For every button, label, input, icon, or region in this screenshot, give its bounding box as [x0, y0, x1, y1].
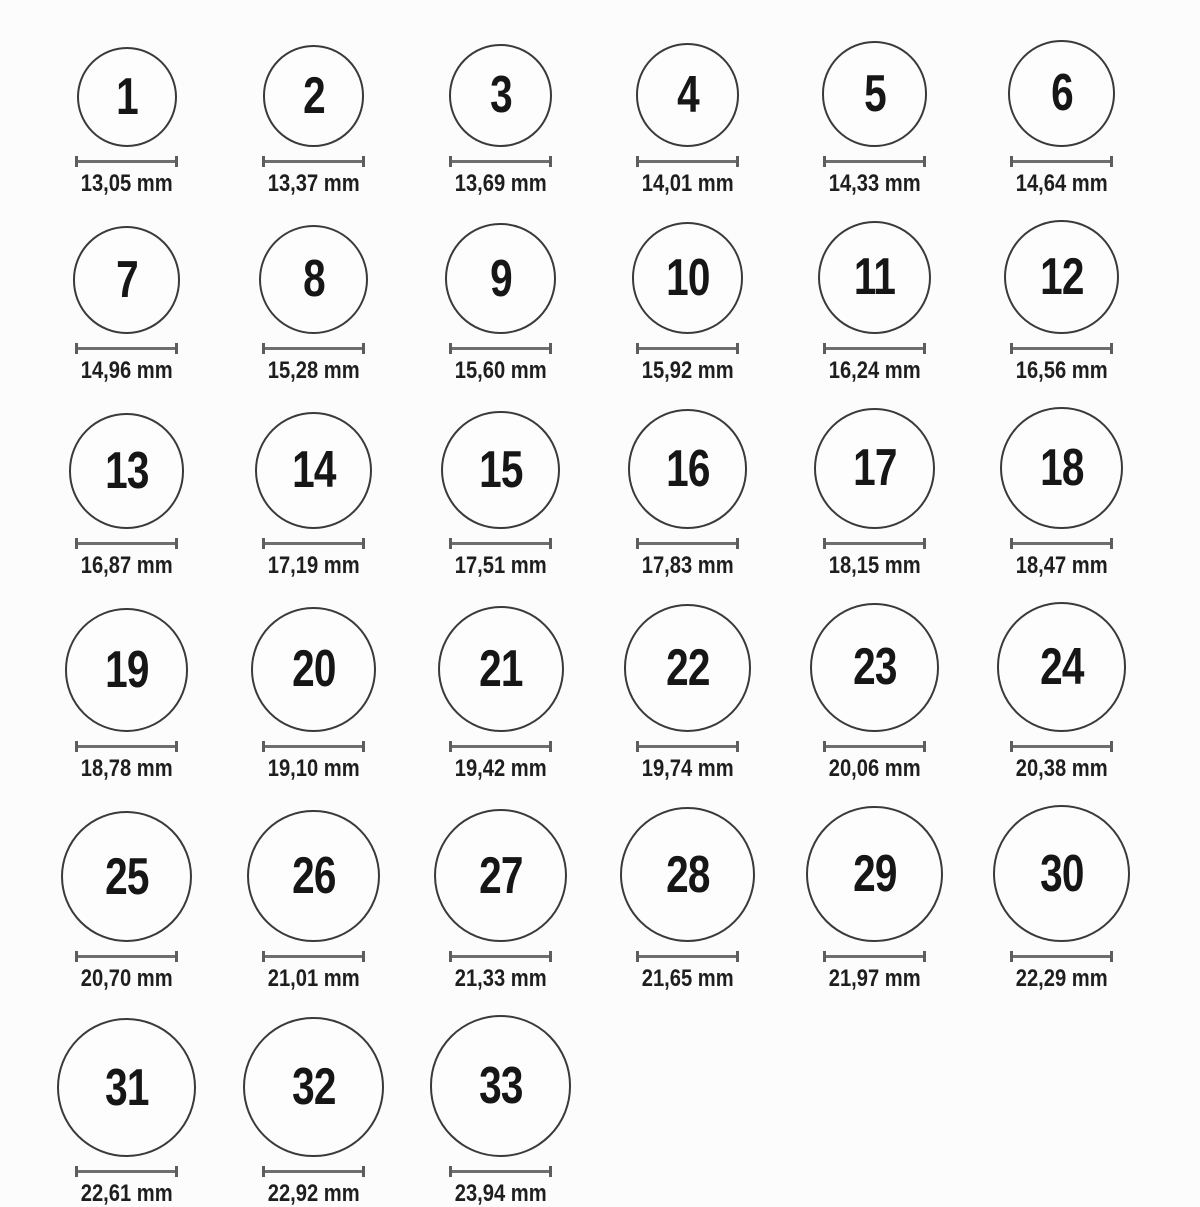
size-number: 33	[478, 1057, 523, 1116]
diameter-line-bar	[452, 347, 549, 350]
diameter-line-bar	[826, 955, 923, 958]
size-circle	[636, 43, 740, 147]
diameter-label: 15,28 mm	[267, 356, 360, 384]
diameter-line-bar	[1013, 347, 1110, 350]
diameter-line-bar	[78, 542, 175, 545]
ring-size-row	[33, 602, 1200, 781]
size-circle	[73, 226, 181, 334]
size-circle	[624, 604, 751, 731]
diameter-line	[1010, 538, 1113, 549]
ring-size-item	[33, 811, 220, 991]
ring-size-row	[33, 805, 1200, 992]
size-number: 29	[852, 845, 897, 904]
diameter-line	[75, 156, 178, 167]
diameter-label: 19,74 mm	[641, 754, 734, 782]
diameter-line	[823, 156, 926, 167]
diameter-label: 14,64 mm	[1015, 169, 1108, 197]
size-number: 7	[115, 250, 138, 309]
size-circle	[255, 412, 372, 529]
size-circle	[810, 603, 939, 732]
diameter-line	[262, 156, 365, 167]
size-number: 2	[302, 66, 325, 125]
size-number: 26	[291, 847, 336, 906]
diameter-line-bar	[1013, 745, 1110, 748]
diameter-line	[75, 1166, 178, 1177]
size-circle	[247, 810, 380, 943]
diameter-line	[1010, 951, 1113, 962]
diameter-line-bar	[639, 542, 736, 545]
ring-size-item	[594, 409, 781, 578]
ring-size-item	[33, 1018, 220, 1206]
diameter-line-bar	[639, 955, 736, 958]
diameter-label: 14,01 mm	[641, 169, 734, 197]
size-circle	[57, 1018, 196, 1157]
diameter-line-bar	[265, 745, 362, 748]
diameter-label: 20,38 mm	[1015, 754, 1108, 782]
size-number: 17	[852, 439, 897, 498]
size-number: 4	[676, 65, 699, 124]
diameter-line	[636, 156, 739, 167]
diameter-line	[449, 156, 552, 167]
diameter-label: 20,70 mm	[80, 965, 173, 993]
diameter-line	[823, 343, 926, 354]
size-circle	[61, 811, 192, 942]
size-number: 19	[104, 641, 149, 700]
ring-size-row	[33, 40, 1200, 196]
size-circle	[259, 225, 368, 334]
size-circle	[438, 606, 564, 732]
diameter-line-bar	[452, 160, 549, 163]
diameter-line-bar	[1013, 542, 1110, 545]
diameter-label: 15,92 mm	[641, 356, 734, 384]
diameter-label: 13,05 mm	[80, 169, 173, 197]
size-circle	[620, 807, 755, 942]
diameter-line-bar	[452, 745, 549, 748]
size-circle	[445, 223, 555, 333]
diameter-line	[1010, 741, 1113, 752]
ring-size-item	[594, 604, 781, 780]
ring-size-item	[220, 1017, 407, 1206]
diameter-label: 17,19 mm	[267, 551, 360, 579]
diameter-line-bar	[1013, 955, 1110, 958]
ring-size-item	[33, 226, 220, 383]
size-circle	[441, 411, 559, 529]
size-circle	[1008, 40, 1115, 147]
diameter-label: 14,33 mm	[828, 169, 921, 197]
diameter-line-bar	[265, 542, 362, 545]
size-number: 1	[115, 67, 138, 126]
diameter-line-bar	[78, 347, 175, 350]
diameter-line-bar	[452, 542, 549, 545]
ring-size-item	[220, 225, 407, 383]
diameter-line	[75, 951, 178, 962]
diameter-line	[636, 951, 739, 962]
size-circle	[818, 221, 931, 334]
ring-size-item	[968, 220, 1155, 383]
size-number: 6	[1050, 64, 1073, 123]
ring-size-item	[781, 806, 968, 991]
diameter-line-bar	[826, 347, 923, 350]
diameter-label: 16,87 mm	[80, 551, 173, 579]
ring-size-item	[407, 809, 594, 992]
diameter-line	[262, 951, 365, 962]
size-number: 30	[1039, 844, 1084, 903]
diameter-line-bar	[78, 955, 175, 958]
diameter-label: 22,92 mm	[267, 1180, 360, 1207]
size-circle	[1004, 220, 1118, 334]
diameter-label: 18,47 mm	[1015, 551, 1108, 579]
diameter-line-bar	[639, 347, 736, 350]
diameter-label: 21,97 mm	[828, 965, 921, 993]
ring-size-item	[594, 43, 781, 196]
size-circle	[993, 805, 1131, 943]
diameter-line-bar	[78, 745, 175, 748]
size-circle	[628, 409, 748, 529]
diameter-line	[75, 343, 178, 354]
diameter-line	[449, 538, 552, 549]
diameter-line-bar	[826, 542, 923, 545]
diameter-label: 22,29 mm	[1015, 965, 1108, 993]
size-number: 11	[853, 248, 896, 307]
diameter-line	[262, 343, 365, 354]
diameter-line-bar	[265, 1170, 362, 1173]
diameter-line	[262, 1166, 365, 1177]
size-number: 5	[863, 64, 886, 123]
diameter-line-bar	[265, 160, 362, 163]
size-number: 25	[104, 847, 149, 906]
diameter-label: 15,60 mm	[454, 356, 547, 384]
size-circle	[243, 1017, 383, 1157]
diameter-line	[823, 741, 926, 752]
size-circle	[806, 806, 942, 942]
ring-size-item	[33, 47, 220, 196]
diameter-line	[449, 741, 552, 752]
size-circle	[632, 222, 744, 334]
size-number: 12	[1039, 247, 1084, 306]
size-circle	[1000, 407, 1122, 529]
ring-size-item	[594, 807, 781, 991]
size-number: 16	[665, 440, 710, 499]
diameter-line-bar	[452, 955, 549, 958]
ring-size-row	[33, 220, 1200, 383]
diameter-label: 21,33 mm	[454, 965, 547, 993]
diameter-label: 16,24 mm	[828, 356, 921, 384]
size-number: 31	[104, 1058, 149, 1117]
diameter-line	[75, 741, 178, 752]
ring-size-item	[407, 411, 594, 578]
diameter-label: 21,01 mm	[267, 965, 360, 993]
diameter-label: 17,83 mm	[641, 551, 734, 579]
size-number: 9	[489, 249, 512, 308]
diameter-line	[823, 538, 926, 549]
size-number: 23	[852, 638, 897, 697]
diameter-label: 20,06 mm	[828, 754, 921, 782]
size-circle	[65, 608, 188, 731]
ring-size-item	[968, 805, 1155, 992]
size-number: 18	[1039, 438, 1084, 497]
ring-size-item	[220, 412, 407, 578]
diameter-line-bar	[265, 347, 362, 350]
ring-size-item	[781, 221, 968, 383]
ring-size-item	[781, 603, 968, 781]
diameter-label: 17,51 mm	[454, 551, 547, 579]
ring-size-item	[407, 606, 594, 781]
diameter-label: 18,78 mm	[80, 754, 173, 782]
diameter-line	[449, 1166, 552, 1177]
ring-size-item	[220, 607, 407, 781]
size-number: 14	[291, 441, 336, 500]
size-number: 20	[291, 640, 336, 699]
diameter-line-bar	[265, 955, 362, 958]
diameter-line-bar	[639, 745, 736, 748]
size-number: 21	[478, 639, 523, 698]
size-circle	[434, 809, 568, 943]
size-circle	[263, 45, 364, 146]
ring-size-item	[968, 602, 1155, 781]
diameter-label: 13,37 mm	[267, 169, 360, 197]
ring-size-item	[407, 223, 594, 382]
size-circle	[997, 602, 1127, 732]
size-number: 24	[1039, 637, 1084, 696]
diameter-label: 22,61 mm	[80, 1180, 173, 1207]
diameter-line-bar	[826, 160, 923, 163]
size-circle	[77, 47, 177, 147]
diameter-label: 19,10 mm	[267, 754, 360, 782]
ring-size-item	[407, 44, 594, 196]
size-number: 10	[665, 248, 710, 307]
size-number: 22	[665, 639, 710, 698]
size-number: 13	[104, 442, 149, 501]
diameter-line	[1010, 156, 1113, 167]
size-number: 28	[665, 845, 710, 904]
diameter-line	[1010, 343, 1113, 354]
ring-size-item	[968, 40, 1155, 196]
diameter-line	[636, 741, 739, 752]
ring-size-item	[968, 407, 1155, 578]
size-circle	[814, 408, 935, 529]
diameter-label: 13,69 mm	[454, 169, 547, 197]
diameter-line-bar	[78, 1170, 175, 1173]
diameter-line-bar	[78, 160, 175, 163]
diameter-label: 16,56 mm	[1015, 356, 1108, 384]
diameter-line	[75, 538, 178, 549]
ring-size-item	[407, 1015, 594, 1206]
ring-size-item	[220, 45, 407, 195]
size-circle	[430, 1015, 572, 1157]
diameter-label: 18,15 mm	[828, 551, 921, 579]
diameter-line	[262, 741, 365, 752]
diameter-line-bar	[1013, 160, 1110, 163]
diameter-label: 21,65 mm	[641, 965, 734, 993]
size-circle	[449, 44, 552, 147]
size-circle	[251, 607, 376, 732]
diameter-label: 14,96 mm	[80, 356, 173, 384]
diameter-line	[823, 951, 926, 962]
ring-size-item	[33, 608, 220, 780]
ring-size-item	[33, 413, 220, 578]
ring-size-row	[33, 1015, 1200, 1206]
diameter-line	[449, 343, 552, 354]
diameter-line-bar	[639, 160, 736, 163]
diameter-line	[636, 538, 739, 549]
size-circle	[69, 413, 185, 529]
size-number: 8	[302, 250, 325, 309]
size-number: 3	[489, 66, 512, 125]
diameter-line-bar	[452, 1170, 549, 1173]
size-number: 32	[291, 1057, 336, 1116]
size-number: 27	[478, 846, 523, 905]
ring-size-item	[781, 408, 968, 578]
diameter-label: 23,94 mm	[454, 1180, 547, 1207]
ring-size-item	[781, 41, 968, 195]
ring-size-item	[594, 222, 781, 383]
ring-size-item	[220, 810, 407, 992]
diameter-line	[449, 951, 552, 962]
diameter-line	[636, 343, 739, 354]
size-number: 15	[478, 440, 523, 499]
size-circle	[822, 41, 927, 146]
diameter-line	[262, 538, 365, 549]
diameter-label: 19,42 mm	[454, 754, 547, 782]
ring-size-row	[33, 407, 1200, 578]
diameter-line-bar	[826, 745, 923, 748]
